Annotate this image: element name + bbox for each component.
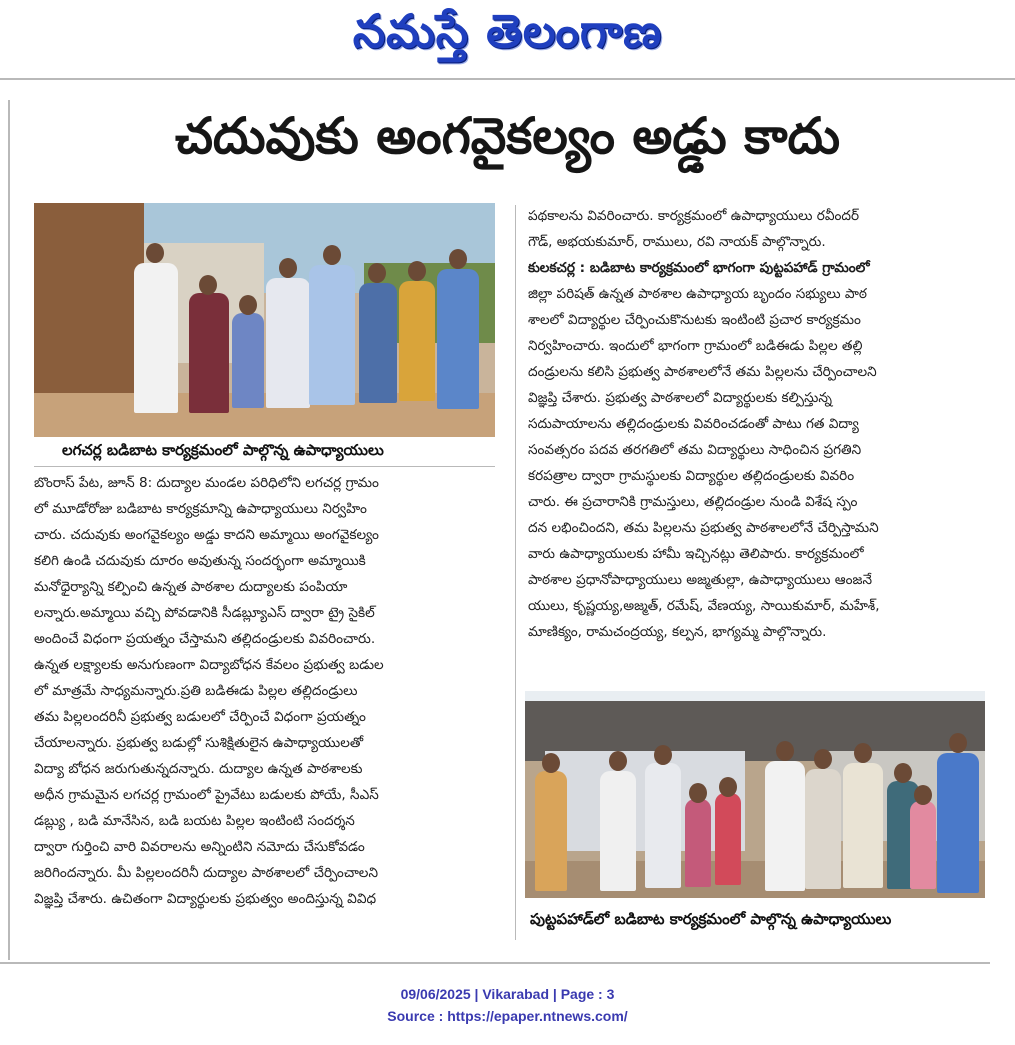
article-line: లో మూడోరోజు బడిబాట కార్యక్రమాన్ని ఉపాధ్యాయులు నిర్వహిం xyxy=(34,501,367,517)
article-line: నిర్వహించారు. ఇందులో భాగంగా గ్రామంలో బడిఈడు పిల్లల తల్లి xyxy=(528,338,863,354)
article-line: మనోధైర్యాన్ని కల్పించి ఉన్నత పాఠశాల దుద్యాలకు పంపియా xyxy=(34,579,348,595)
footer-source-link[interactable]: Source : https://epaper.ntnews.com/ xyxy=(387,1008,628,1024)
article-line: ఉన్నత లక్ష్యాలకు అనుగుణంగా విద్యాబోధన కేవలం ప్రభుత్వ బడుల xyxy=(34,657,384,673)
photo-lagacherla xyxy=(34,203,495,437)
left-vertical-divider xyxy=(8,100,10,960)
article-line: చేయాలన్నారు. ప్రభుత్వ బడుల్లో సుశిక్షితులైన ఉపాధ్యాయులతో xyxy=(34,735,364,751)
top-divider xyxy=(0,78,1015,80)
caption-divider-left xyxy=(34,466,495,467)
article-line: జరిగిందన్నారు. మీ పిల్లలందరినీ దుద్యాల పాఠశాలలో చేర్పించాలని xyxy=(34,865,378,881)
article-line: లన్నారు.అమ్మాయి వచ్చి పోవడానికి సీడబ్ల్యూఎస్ ద్వారా ట్రై సైకిల్ xyxy=(34,605,375,621)
article-line: మాణిక్యం, రామచంద్రయ్య, కల్పన, భాగ్యమ్మ పాల్గొన్నారు. xyxy=(528,624,827,640)
headline: చదువుకు అంగవైకల్యం అడ్డు కాదు xyxy=(174,107,841,165)
article-line: సంవత్సరం పదవ తరగతిలో తమ విద్యార్థులు సాధించిన ప్రగతిని xyxy=(528,442,862,458)
article-line: జిల్లా పరిషత్ ఉన్నత పాఠశాల ఉపాధ్యాయ బృందం సభ్యులు పాఠ xyxy=(528,286,867,302)
column-divider xyxy=(515,205,516,940)
article-line: బొంరాస్ పేట, జూన్ 8: దుద్యాల మండల పరిధిలోని లగచర్ల గ్రామం xyxy=(34,475,379,491)
article-line: సదుపాయాలను తల్లిదండ్రులకు వివరించడంతో పాటు గత విద్యా xyxy=(528,416,859,432)
article-line: చారు. ఈ ప్రచారానికి గ్రామస్తులు, తల్లిదండ్రుల నుండి విశేష స్పం xyxy=(528,494,858,510)
article-line: తమ పిల్లలందరినీ ప్రభుత్వ బడులలో చేర్పించే విధంగా ప్రయత్నం xyxy=(34,709,366,725)
masthead xyxy=(0,0,1015,74)
article-line: లో మాత్రమే సాధ్యమన్నారు.ప్రతి బడిఈడు పిల్లల తల్లిదండ్రులు xyxy=(34,683,358,699)
article-line: కలిగి ఉండి చదువుకు దూరం అవుతున్న సందర్భంగా అమ్మాయికి xyxy=(34,553,366,569)
article-line: డబ్ల్యు , బడి మానేసిన, బడి బయట పిల్లల ఇంటింటి సందర్శన xyxy=(34,813,355,829)
bottom-divider xyxy=(0,962,990,964)
article-left-column xyxy=(34,470,504,912)
article-line: విజ్ఞప్తి చేశారు. ఉచితంగా విద్యార్థులకు ప్రభుత్వం అందిస్తున్న వివిధ xyxy=(34,891,377,907)
article-line: ద్వారా గుర్తించి వారి వివరాలను అన్నింటిని నమోదు చేసుకోవడం xyxy=(34,839,365,855)
article-line: విజ్ఞప్తి చేశారు. ప్రభుత్వ పాఠశాలలో విద్యార్థులకు కల్పిస్తున్న xyxy=(528,390,832,406)
article-line: విద్యా బోధన జరుగుతున్నదన్నారు. దుద్యాల ఉన్నత పాఠశాలకు xyxy=(34,761,363,777)
article-line: పథకాలను వివరించారు. కార్యక్రమంలో ఉపాధ్యాయులు రవీందర్ xyxy=(528,208,860,224)
article-line: చారు. చదువుకు అంగవైకల్యం అడ్డు కాదని అమ్మాయి అంగవైకల్యం xyxy=(34,527,379,543)
article-line: యులు, కృష్ణయ్య,అజ్మత్, రమేష్, వేణయ్య, సాయికుమార్, మహేశ్, xyxy=(528,598,880,614)
photo-caption-left: లగచర్ల బడిబాట కార్యక్రమంలో పాల్గొన్న ఉపాధ్యాయులు xyxy=(62,441,384,459)
article-line: పాఠశాల ప్రధానోపాధ్యాయులు అజ్మతుల్లా, ఉపాధ్యాయులు ఆంజనే xyxy=(528,572,873,588)
article-right-column xyxy=(528,203,988,645)
article-line: అందించే విధంగా ప్రయత్నం చేస్తామని తల్లిదండ్రులకు వివరించారు. xyxy=(34,631,376,647)
article-line: వారు ఉపాధ్యాయులకు హామీ ఇచ్చినట్లు తెలిపారు. కార్యక్రమంలో xyxy=(528,546,864,562)
article-line: గౌడ్, అభయకుమార్, రాములు, రవి నాయక్ పాల్గొన్నారు. xyxy=(528,234,826,250)
article-line: అధీన గ్రామమైన లగచర్ల గ్రామంలో ప్రైవేటు బడులకు పోయే, సీఎస్ xyxy=(34,787,379,803)
article-line: దండ్రులను కలిసి ప్రభుత్వ పాఠశాలలోనే తమ పిల్లలను చేర్పించాలని xyxy=(528,364,877,380)
article-line: కులకచర్ల : బడిబాట కార్యక్రమంలో భాగంగా పుట్టపహాడ్ గ్రామంలో xyxy=(528,260,870,276)
article-line: దన లభించిందని, తమ పిల్లలను ప్రభుత్వ పాఠశాలలోనే చేర్పిస్తామని xyxy=(528,520,879,536)
photo-puttapahad xyxy=(525,691,985,898)
article-line: శాలలో విద్యార్థుల చేర్పించుకొనుటకు ఇంటింటి ప్రచార కార్యక్రమం xyxy=(528,312,861,328)
newspaper-title: నమస్తే తెలంగాణ xyxy=(352,4,663,58)
footer-date-edition: 09/06/2025 | Vikarabad | Page : 3 xyxy=(400,986,615,1002)
article-line: కరపత్రాల ద్వారా గ్రామస్థులకు విద్యార్థుల తల్లిదండ్రులకు వివరిం xyxy=(528,468,855,484)
photo-caption-right: పుట్టపహాడ్‌లో బడిబాట కార్యక్రమంలో పాల్గొన్న ఉపాధ్యాయులు xyxy=(530,910,892,928)
